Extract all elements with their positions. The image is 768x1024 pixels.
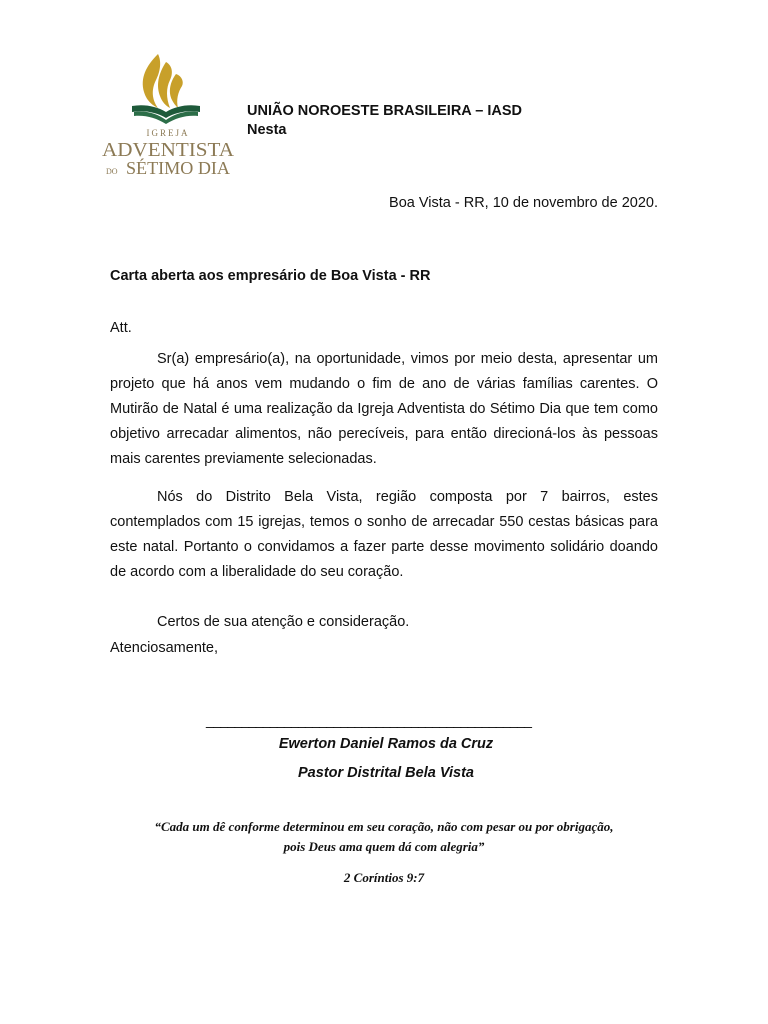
closing-line: Certos de sua atenção e consideração. <box>157 614 410 630</box>
letter-subject: Carta aberta aos empresário de Boa Vista - RR <box>110 268 431 284</box>
quote-line-2: pois Deus ama quem dá com alegria” <box>283 839 485 854</box>
quote-line-1: “Cada um dê conforme determinou em seu coração, não com pesar ou por obrigação, <box>154 819 614 834</box>
organization-name: UNIÃO NOROESTE BRASILEIRA – IASD <box>247 103 522 119</box>
signature-line: ______________________________________________ <box>206 713 531 729</box>
church-emblem-icon <box>96 48 241 180</box>
signatory-role: Pastor Distrital Bela Vista <box>298 765 474 781</box>
signatory-name: Ewerton Daniel Ramos da Cruz <box>278 736 494 752</box>
church-logo <box>96 48 241 180</box>
salutation: Att. <box>110 320 132 336</box>
bible-quote <box>0 817 768 857</box>
date-line: Boa Vista - RR, 10 de novembro de 2020. <box>389 195 658 211</box>
svg-text:SÉTIMO DIA: SÉTIMO DIA <box>126 158 230 178</box>
svg-text:DO: DO <box>106 167 118 176</box>
letter-header <box>247 102 522 140</box>
bible-reference: 2 Coríntios 9:7 <box>343 870 425 885</box>
sign-off: Atenciosamente, <box>110 640 219 656</box>
svg-text:IGREJA: IGREJA <box>146 128 190 138</box>
svg-text:ADVENTISTA: ADVENTISTA <box>102 139 235 161</box>
recipient-line: Nesta <box>247 122 287 138</box>
paragraph-1: Sr(a) empresário(a), na oportunidade, vimos por meio desta, apresentar um projeto que há anos vem mudando o fim de ano de várias famílias carentes. O Mutirão de Natal é uma realização da Igreja Adventista do Sétimo Dia que tem como objetivo arrecadar alimentos, não perecíveis, para então direcioná-los às pessoas mais carentes previamente selecionadas. <box>110 351 658 467</box>
paragraph-2: Nós do Distrito Bela Vista, região composta por 7 bairros, estes contemplados com 15 igrejas, temos o sonho de arrecadar 550 cestas básicas para este natal. Portanto o convidamos a fazer parte desse movimento solidário doando de acordo com a liberalidade do seu coração. <box>110 489 658 580</box>
